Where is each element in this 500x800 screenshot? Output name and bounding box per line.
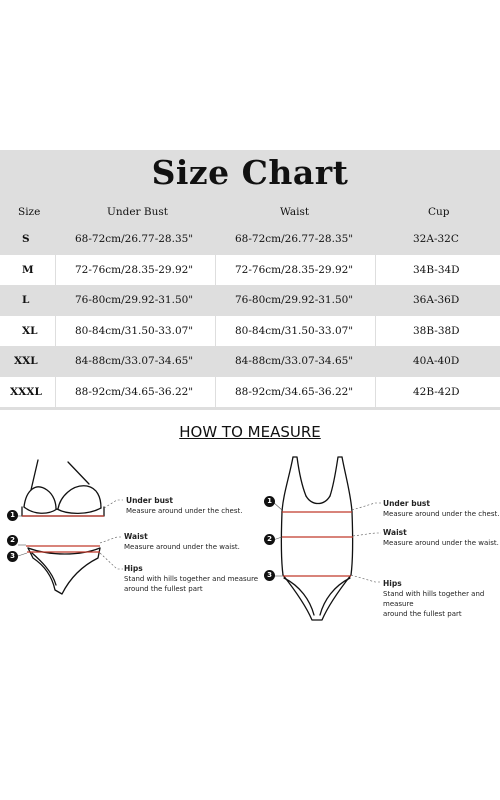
under-bust-cell: 88-92cm/34.65-36.22" [75, 386, 194, 398]
waist-cell: 80-84cm/31.50-33.07" [235, 325, 354, 337]
size-cell: XL [22, 325, 38, 337]
header-waist: Waist [280, 206, 310, 218]
suit-waist-desc: Measure around under the waist. [383, 539, 499, 547]
suit-waist-annotation [383, 528, 499, 548]
page-title: Size Chart [151, 153, 349, 192]
suit-under-bust-title: Under bust [383, 499, 430, 508]
waist-desc: Measure around under the waist. [124, 543, 240, 551]
under-bust-cell: 72-76cm/28.35-29.92" [75, 264, 194, 276]
size-cell: L [22, 294, 30, 306]
size-cell: M [22, 264, 34, 276]
suit-hips-title: Hips [383, 579, 402, 588]
step-2-badge: 2 [7, 535, 18, 546]
suit-waist-title: Waist [383, 528, 407, 537]
hips-desc-line2: around the fullest part [124, 585, 203, 593]
waist-cell: 88-92cm/34.65-36.22" [235, 386, 354, 398]
cup-cell: 36A-36D [413, 294, 460, 306]
cup-cell: 42B-42D [413, 386, 460, 398]
suit-hips-annotation [383, 579, 500, 619]
size-cell: XXL [14, 355, 38, 367]
under-bust-title: Under bust [126, 496, 173, 505]
under-bust-desc: Measure around under the chest. [126, 507, 243, 515]
under-bust-cell: 76-80cm/29.92-31.50" [75, 294, 194, 306]
under-bust-cell: 68-72cm/26.77-28.35" [75, 233, 194, 245]
cup-cell: 38B-38D [413, 325, 460, 337]
suit-hips-desc-line1: Stand with hills together and measure [383, 590, 485, 608]
size-cell: S [22, 233, 30, 245]
header-size: Size [18, 206, 41, 218]
header-cup: Cup [428, 206, 450, 218]
waist-cell: 72-76cm/28.35-29.92" [235, 264, 354, 276]
size-cell: XXXL [10, 386, 42, 398]
step-1-badge: 1 [7, 510, 18, 521]
suit-under-bust-desc: Measure around under the chest. [383, 510, 500, 518]
under-bust-cell: 80-84cm/31.50-33.07" [75, 325, 194, 337]
suit-under-bust-annotation [383, 499, 499, 519]
waist-title: Waist [124, 532, 148, 541]
suit-hips-desc-line2: around the fullest part [383, 610, 462, 618]
cup-cell: 32A-32C [413, 233, 459, 245]
how-to-measure-heading: HOW TO MEASURE [179, 423, 321, 441]
hips-desc-line1: Stand with hills together and measure [124, 575, 259, 583]
hips-title: Hips [124, 564, 143, 573]
cup-cell: 34B-34D [413, 264, 460, 276]
waist-cell: 76-80cm/29.92-31.50" [235, 294, 354, 306]
suit-step-2-badge: 2 [264, 534, 275, 545]
waist-cell: 84-88cm/33.07-34.65" [235, 355, 354, 367]
waist-cell: 68-72cm/26.77-28.35" [235, 233, 354, 245]
suit-step-3-badge: 3 [264, 570, 275, 581]
header-under-bust: Under Bust [107, 206, 168, 218]
suit-step-1-badge: 1 [264, 496, 275, 507]
cup-cell: 40A-40D [413, 355, 460, 367]
under-bust-cell: 84-88cm/33.07-34.65" [75, 355, 194, 367]
step-3-badge: 3 [7, 551, 18, 562]
